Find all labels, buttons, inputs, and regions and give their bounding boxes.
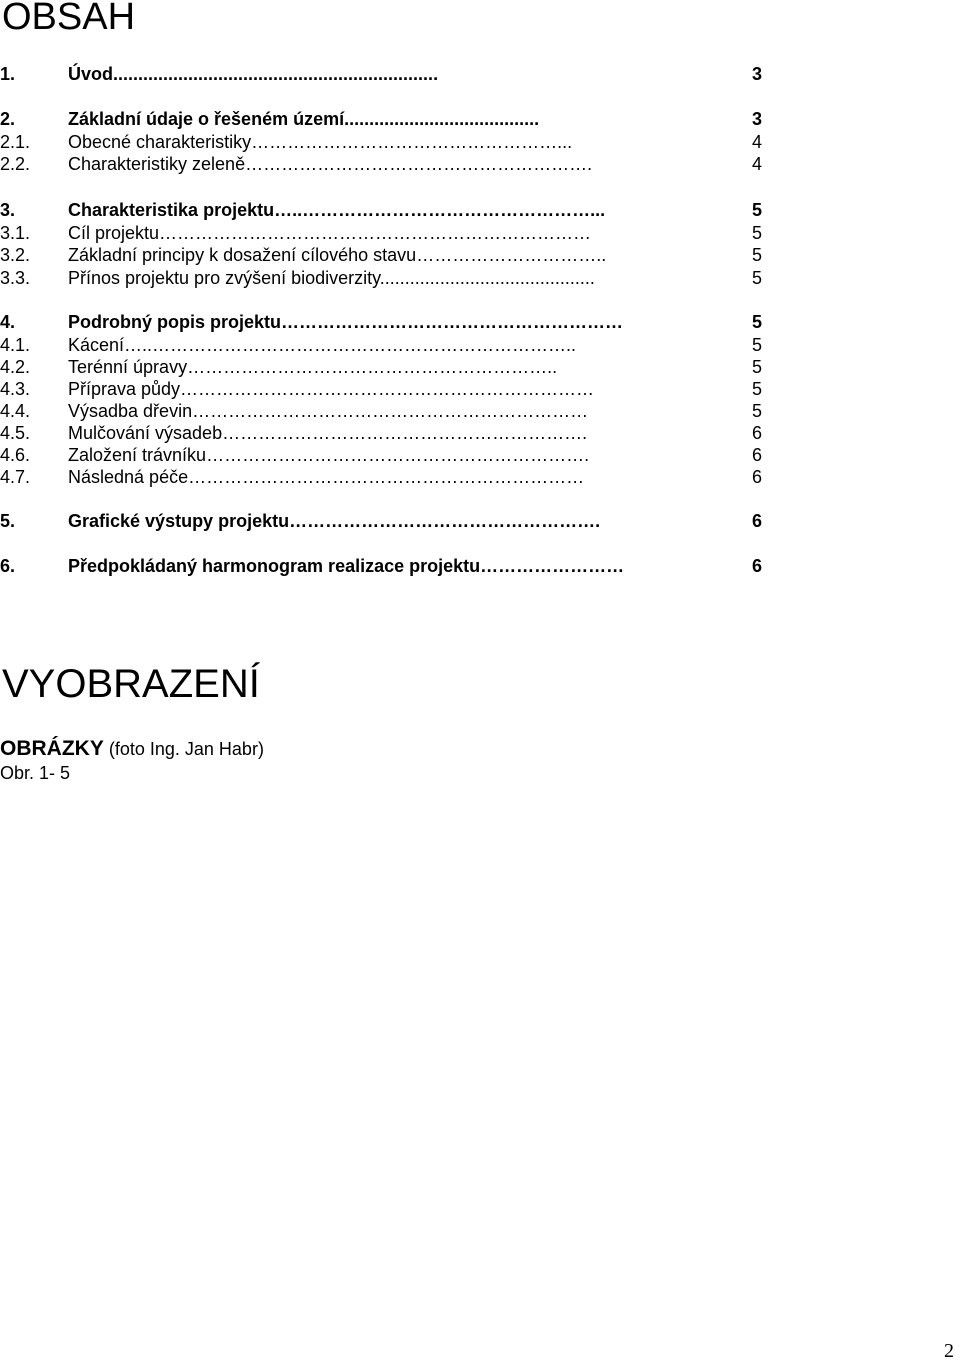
- toc-entry[interactable]: [0, 422, 770, 444]
- toc-entry-title: Mulčování výsadeb…………………………………………………….: [68, 423, 588, 443]
- toc-entry-page: 6: [751, 445, 762, 465]
- toc-entry-number: 3.: [0, 200, 16, 220]
- toc-entry-title: Přínos projektu pro zvýšení biodiverzity...........................................: [68, 268, 595, 288]
- toc-entry[interactable]: [0, 222, 770, 244]
- toc-entry-page: 5: [751, 379, 762, 399]
- toc-entry-title: Příprava půdy……………………………………………………………: [68, 379, 595, 399]
- toc-entry-number: 2.2.: [0, 154, 31, 174]
- toc-entry-number: 1.: [0, 64, 16, 84]
- toc-entry-title: Základní principy k dosažení cílového stavu…………………………..: [68, 245, 607, 265]
- toc-entry-page: 5: [751, 312, 762, 332]
- toc-entry-page: 5: [751, 401, 762, 421]
- toc-entry-page: 3: [751, 109, 762, 129]
- toc-entry[interactable]: [0, 63, 770, 85]
- toc-entry-number: 4.4.: [0, 401, 31, 421]
- toc-entry-title: Následná péče…………………………………………………………: [68, 467, 585, 487]
- toc-entry-page: 5: [751, 223, 762, 243]
- toc-entry-page: 5: [751, 357, 762, 377]
- figures-label: OBRÁZKY: [0, 737, 104, 760]
- toc-entry-title: Základní údaje o řešeném území.......................................: [68, 109, 540, 129]
- toc-entry[interactable]: [0, 444, 770, 466]
- toc-entry[interactable]: [0, 108, 770, 130]
- toc-entry-number: 4.6.: [0, 445, 31, 465]
- illustrations-heading: VYOBRAZENÍ: [2, 662, 260, 706]
- toc-entry-title: Cíl projektu………………………………………………………………: [68, 223, 592, 243]
- toc-entry-title: Podrobný popis projektu…………………………………………………: [68, 312, 624, 332]
- toc-entry-number: 3.2.: [0, 245, 31, 265]
- toc-entry-title: Výsadba dřevin…………………………………………………………: [68, 401, 589, 421]
- toc-entry-number: 2.1.: [0, 132, 31, 152]
- toc-entry[interactable]: [0, 466, 770, 488]
- toc-entry-number: 4.3.: [0, 379, 31, 399]
- toc-entry[interactable]: [0, 400, 770, 422]
- toc-entry-number: 6.: [0, 556, 16, 576]
- toc-entry-page: 5: [751, 268, 762, 288]
- toc-entry-title: Úvod.................................................................: [68, 64, 439, 84]
- toc-entry-number: 3.1.: [0, 223, 31, 243]
- toc-entry-page: 6: [751, 467, 762, 487]
- toc-entry-page: 5: [751, 200, 762, 220]
- toc-entry-title: Předpokládaný harmonogram realizace projektu……………………: [68, 556, 625, 576]
- toc-entry[interactable]: [0, 510, 770, 532]
- toc-entry[interactable]: [0, 267, 770, 289]
- toc-entry[interactable]: [0, 153, 770, 175]
- toc-entry[interactable]: [0, 334, 770, 356]
- figures-heading: [0, 738, 264, 760]
- toc-entry-page: 6: [751, 423, 762, 443]
- toc-entry[interactable]: [0, 199, 770, 221]
- toc-entry-title: Kácení…..……………………………………………………………..: [68, 335, 577, 355]
- toc-entry-page: 4: [751, 132, 762, 152]
- toc-entry-title: Charakteristiky zeleně………………………………………………….: [68, 154, 593, 174]
- toc-entry-page: 5: [751, 335, 762, 355]
- toc-entry-number: 4.: [0, 312, 16, 332]
- toc-entry-number: 4.1.: [0, 335, 31, 355]
- toc-entry-number: 4.7.: [0, 467, 31, 487]
- toc-entry-number: 4.2.: [0, 357, 31, 377]
- toc-entry-title: Charakteristika projektu…..…………………………………………...: [68, 200, 606, 220]
- toc-entry[interactable]: [0, 356, 770, 378]
- toc-entry[interactable]: [0, 244, 770, 266]
- figures-range: Obr. 1- 5: [0, 763, 71, 783]
- toc-entry-title: Založení trávníku……………………………………………………….: [68, 445, 590, 465]
- toc-entry[interactable]: [0, 311, 770, 333]
- toc-entry-number: 4.5.: [0, 423, 31, 443]
- toc-entry-title: Terénní úpravy……………………………………………………..: [68, 357, 558, 377]
- toc-entry-page: 6: [751, 556, 762, 576]
- toc-entry-number: 5.: [0, 511, 16, 531]
- page-number: 2: [944, 1340, 954, 1362]
- toc-entry-title: Obecné charakteristiky……………………………………………...: [68, 132, 573, 152]
- toc-entry-page: 5: [751, 245, 762, 265]
- toc-entry-page: 3: [751, 64, 762, 84]
- toc-heading: OBSAH: [2, 0, 136, 38]
- toc-entry-page: 6: [751, 511, 762, 531]
- toc-entry-title: Grafické výstupy projektu…………………………………………….: [68, 511, 601, 531]
- figures-credit: (foto Ing. Jan Habr): [108, 739, 264, 759]
- toc-entry[interactable]: [0, 378, 770, 400]
- toc-entry-page: 4: [751, 154, 762, 174]
- toc-entry-number: 3.3.: [0, 268, 31, 288]
- toc-entry[interactable]: [0, 131, 770, 153]
- toc-entry-number: 2.: [0, 109, 16, 129]
- toc-entry[interactable]: [0, 555, 770, 577]
